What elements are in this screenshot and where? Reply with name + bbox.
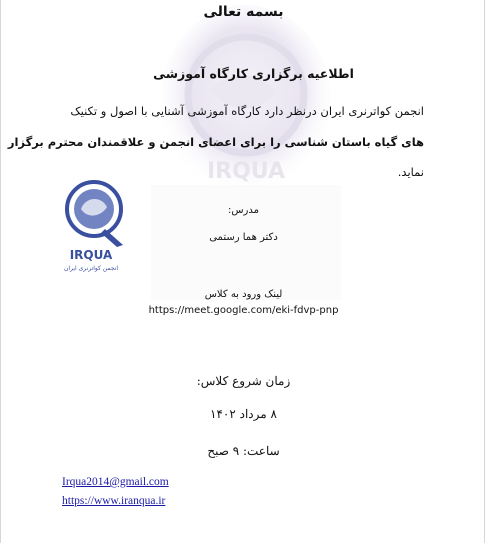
class-date: ۸ مرداد ۱۴۰۲ <box>210 407 277 421</box>
logo-text: IRQUA <box>69 248 113 262</box>
website-link[interactable]: https://www.iranqua.ir <box>62 495 166 507</box>
irqua-logo <box>61 177 129 273</box>
watermark-logo <box>151 0 341 300</box>
document-title: بسمه تعالی <box>203 4 284 20</box>
email-link[interactable]: Irqua2014@gmail.com <box>62 476 169 488</box>
start-time-label: زمان شروع کلاس: <box>196 374 291 388</box>
announcement-heading: اطلاعیه برگزاری کارگاه آموزشی <box>153 66 354 81</box>
instructor-name: دکتر هما رستمی <box>209 232 278 243</box>
paragraph-line-1: انجمن کواترنری ایران درنظر دارد کارگاه آموزشی آشنایی با اصول و تکنیک <box>70 104 424 118</box>
paragraph-line-2: های گیاه باستان شناسی را برای اعضای انجمن و علاقمندان محترم برگزار <box>7 135 424 149</box>
logo-subtext: انجمن کواترنری ایران <box>63 265 119 272</box>
meet-url[interactable]: https://meet.google.com/eki-fdvp-pnp <box>148 305 339 316</box>
instructor-label: مدرس: <box>227 205 259 216</box>
class-time: ساعت: ۹ صبح <box>207 444 280 458</box>
svg-text:IRQUA: IRQUA <box>206 159 286 184</box>
paragraph-line-3: نماید. <box>397 165 424 179</box>
class-link-label: لینک ورود به کلاس <box>204 289 283 300</box>
